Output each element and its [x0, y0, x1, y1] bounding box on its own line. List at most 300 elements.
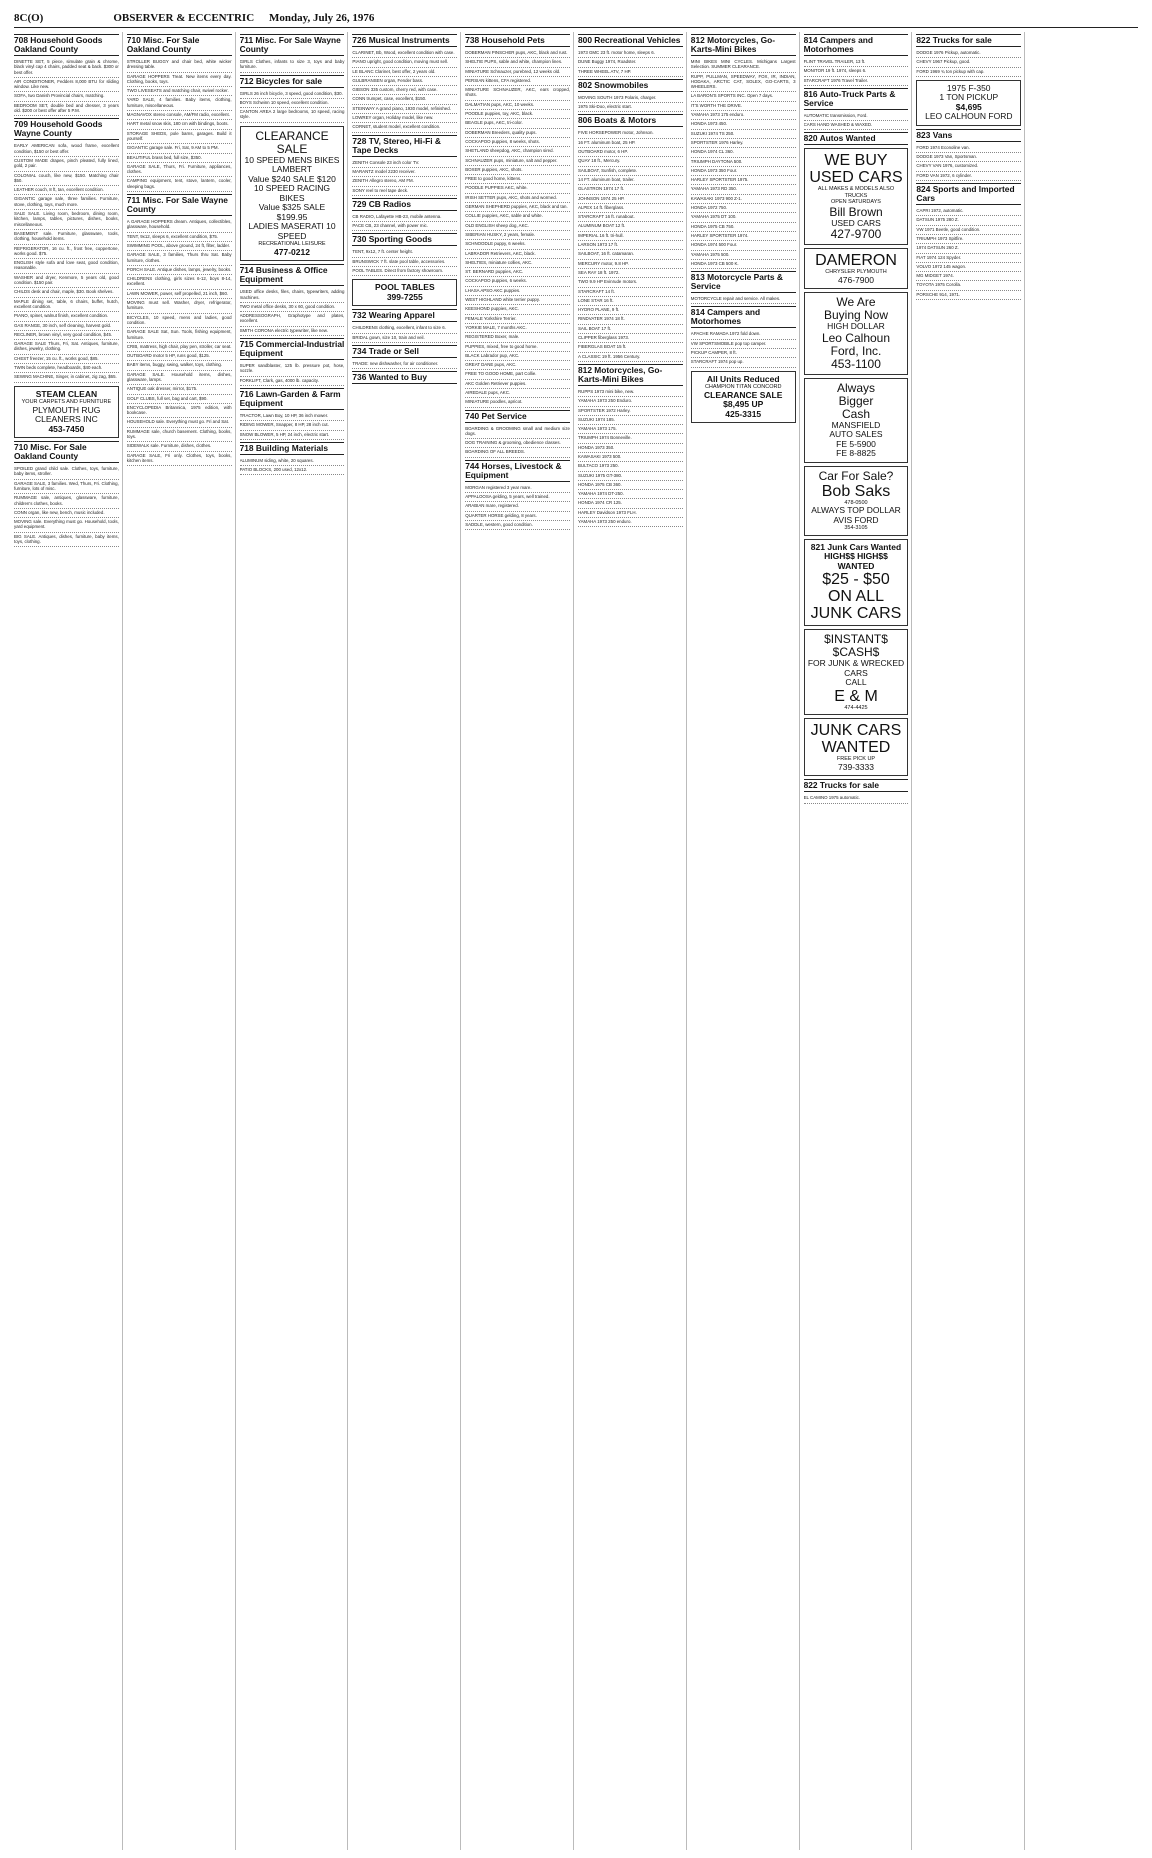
- classified-ad: 14 FT. aluminum boat, trailer.: [578, 176, 683, 185]
- classified-ad: RECLINER, brown vinyl, very good condition, $45.: [14, 331, 119, 340]
- classified-ad: DOBERMAN PINSCHER pups, AKC, black and rust.: [465, 49, 570, 58]
- section-heading: 800 Recreational Vehicles: [578, 34, 683, 47]
- classified-ad: CANTON AREA 2 large bedrooms, 10 speed, racing style.: [240, 108, 345, 123]
- display-ad-line: 453-7450: [48, 423, 85, 434]
- section-heading: 711 Misc. For Sale Wayne County: [240, 34, 345, 56]
- classified-ad: YAMAHA 1973 250 Enduro.: [578, 397, 683, 406]
- classified-section: [691, 271, 796, 304]
- classified-ad: IT'S WORTH THE DRIVE.: [691, 102, 796, 111]
- display-ad-line: AVIS FORD: [833, 514, 879, 525]
- classified-section: [14, 118, 119, 382]
- classified-ad: GARAGE SALE. Household items, dishes, glassware, lamps.: [127, 371, 232, 386]
- classified-ad: FORD 1969 ¾ ton pickup with cap.: [916, 68, 1021, 77]
- display-ad-line: FREE PICK UP: [836, 756, 876, 763]
- classified-ad: GERMAN SHEPHERD puppies, AKC, black and tan.: [465, 203, 570, 212]
- display-ad-line: WANTED: [837, 560, 875, 571]
- classified-ad: 16 FT. aluminum boat, 25 HP.: [578, 139, 683, 148]
- classified-ad: DOBERMAN Breeders, quality pups.: [465, 129, 570, 138]
- publication-name: OBSERVER & ECCENTRIC: [113, 11, 255, 24]
- section-heading: 814 Campers and Motorhomes: [691, 306, 796, 328]
- classified-ad: BOARDING OF ALL BREEDS.: [465, 448, 570, 457]
- classified-ad: QUAY 18 ft., Mercury.: [578, 157, 683, 166]
- display-ad: [240, 126, 345, 262]
- section-heading: 709 Household Goods Wayne County: [14, 118, 119, 140]
- classified-ad: GARAGE SALE, 3 families, Thurs thru Sat. Baby furniture, clothes.: [127, 251, 232, 266]
- classified-ad: YAMAHA 1975 DT 100.: [691, 213, 796, 222]
- classified-section: [578, 79, 683, 113]
- ad-list: [127, 58, 232, 192]
- display-ad-line: 739-3333: [838, 761, 874, 772]
- section-heading: 736 Wanted to Buy: [352, 371, 457, 384]
- section-heading: 715 Commercial-Industrial Equipment: [239, 339, 345, 359]
- classified-section: [352, 34, 457, 133]
- classified-ad: AIR CONDITIONER, Fedders 8,000 BTU for sliding window. Like new.: [14, 78, 119, 93]
- classified-ad: AKC Golden Retriever puppies.: [465, 380, 570, 389]
- page-column: [1029, 32, 1138, 1850]
- classified-ad: TRIUMPH DAYTONA 500.: [691, 158, 796, 167]
- classified-ad: BULTACO 1973 250.: [578, 462, 683, 471]
- section-heading: 824 Sports and Imported Cars: [916, 183, 1021, 205]
- display-ad-line: $8,495 UP: [723, 399, 764, 410]
- classified-ad: GLASTRON 1974 17 ft.: [578, 185, 683, 194]
- classified-ad: HONDA 1974 CR 125.: [578, 499, 683, 508]
- classified-ad: ENCYCLOPEDIA Britannica, 1975 edition, with bookcase.: [127, 404, 232, 419]
- classified-ad: STORAGE SHEDS, pole barns, garages. Build it yourself.: [127, 130, 232, 145]
- section-heading: 740 Pet Service: [465, 410, 570, 423]
- classified-ad: GIGANTIC garage sale. Fri, Sat, 9 AM to 5 PM.: [127, 144, 232, 153]
- display-ad-line: 427-9700: [830, 227, 882, 242]
- ad-list: [240, 457, 345, 476]
- classified-ad: PATIO BLOCKS, 200 used, 12x12.: [240, 466, 345, 475]
- classified-ad: GREAT DANE pups, AKC.: [465, 361, 570, 370]
- classified-ad: GAS RANGE, 30 inch, self cleaning, harvest gold.: [14, 322, 119, 331]
- display-ad-line: 354-3105: [844, 525, 868, 532]
- classified-columns: [14, 32, 1138, 1850]
- classified-ad: DUNE Buggy 1974, Roadster.: [578, 58, 683, 67]
- section-heading: 738 Household Pets: [465, 34, 570, 47]
- classified-ad: CARS HAND WASHED & WAXED.: [804, 121, 909, 130]
- classified-ad: DOG TRAINING & grooming, obedience classes.: [465, 439, 570, 448]
- page-id: 8C(O): [14, 11, 44, 24]
- ad-list: [240, 58, 345, 73]
- masthead: [14, 8, 1138, 28]
- classified-ad: CORNET, student model, excellent condition.: [352, 123, 457, 132]
- ad-list: [352, 324, 457, 343]
- classified-section: [465, 460, 570, 530]
- display-ad-line: 1 TON PICKUP: [939, 92, 999, 103]
- display-ad-line: 425-3315: [725, 408, 762, 419]
- section-heading: 823 Vans: [916, 129, 1021, 142]
- page-column: [578, 32, 687, 1850]
- display-ad-line: Leo Calhoun: [821, 330, 891, 345]
- classified-ad: ST. BERNARD puppies, AKC.: [465, 268, 570, 277]
- classified-ad: BIG SALE. Antiques, dishes, furniture, baby items, toys, clothing.: [14, 533, 119, 548]
- display-ad-line: FE 8-8825: [836, 448, 876, 459]
- display-ad-line: AUTO SALES: [829, 429, 883, 440]
- display-ad-line: 10 SPEED RACING BIKES: [253, 183, 331, 203]
- classified-ad: HONDA 1973 450.: [691, 120, 796, 129]
- classified-section: [916, 34, 1021, 77]
- ad-list: [465, 425, 570, 458]
- classified-ad: OUTBOARD motor, 6 HP.: [578, 148, 683, 157]
- classified-ad: SAIL BOAT 17 ft.: [578, 325, 683, 334]
- section-heading: 812 Motorcycles, Go-Karts-Mini Bikes: [578, 364, 683, 386]
- classified-ad: TRADE: new dishwasher, for air conditioner.: [352, 360, 457, 369]
- section-heading: 710 Misc. For Sale Oakland County: [127, 34, 232, 56]
- display-ad-line: CALL: [845, 677, 867, 688]
- display-ad-line: LAMBERT: [271, 164, 312, 175]
- classified-ad: YAMAHA 1974 DT-250.: [578, 490, 683, 499]
- classified-ad: GARAGE HOPPERS Treat. New items every day. Clothing, books, toys.: [127, 73, 232, 88]
- classified-ad: HARLEY SPORTSTER 1975.: [691, 176, 796, 185]
- classified-ad: HONDA 1975 CB 360.: [578, 481, 683, 490]
- classified-ad: PORSCHE 914, 1971.: [916, 291, 1021, 300]
- classified-ad: PUPPIES, mixed, free to good home.: [465, 343, 570, 352]
- classified-section: [240, 264, 345, 336]
- display-ad-line: FOR JUNK & WRECKED CARS: [807, 658, 905, 678]
- classified-ad: STEINWAY A grand piano, 1930 model, refinished.: [352, 105, 457, 114]
- section-heading: 813 Motorcycle Parts & Service: [691, 271, 796, 293]
- classified-ad: RUPPS 1973 mini bike, new.: [578, 388, 683, 397]
- classified-ad: YAMAHA 1973 250 enduro.: [578, 518, 683, 527]
- classified-ad: CHEVY VAN 1976, customized.: [916, 162, 1021, 171]
- classified-ad: SUPER sandblaster, 125 lb. pressure pot, hose, nozzle.: [240, 362, 345, 377]
- classified-ad: STROLLER BUGGY and chair bed, white wicker dressing table.: [127, 58, 232, 73]
- classified-ad: YARD SALE, 4 families. Baby items, clothing, furniture, miscellaneous.: [127, 96, 232, 111]
- display-ad-line: 478-0500: [844, 499, 868, 506]
- display-ad-line: CLEARANCE: [255, 128, 329, 143]
- classified-section: [127, 194, 232, 466]
- classified-ad: SMITH CORONA electric typewriter, like new.: [240, 327, 345, 336]
- classified-ad: FREE TO GOOD HOME, part Collie.: [465, 370, 570, 379]
- classified-ad: AUTOMATIC transmission, Ford.: [804, 112, 909, 121]
- display-ad-line: JUNK CARS: [810, 722, 902, 740]
- display-ad-line: 477-0212: [274, 246, 310, 257]
- display-ad-line: Ford, Inc.: [830, 343, 882, 358]
- classified-ad: IRISH SETTER pups, AKC, shots and wormed.: [465, 194, 570, 203]
- classified-ad: GARAGE SALE Sat, Sun. Tools, fishing equipment, furniture.: [127, 328, 232, 343]
- classified-ad: SAILBOAT, Sunfish, complete.: [578, 167, 683, 176]
- section-heading: 822 Trucks for sale: [804, 779, 909, 792]
- display-ad-line: USED CARS: [809, 169, 903, 187]
- classified-ad: CAPRI 1972, automatic.: [916, 207, 1021, 216]
- classified-ad: BEAUTIFUL brass bed, full size, $350.: [127, 154, 232, 163]
- section-heading: 711 Misc. For Sale Wayne County: [127, 194, 232, 216]
- classified-ad: SUZUKI 1975 GT-380.: [578, 472, 683, 481]
- display-ad-line: FE 5-5900: [836, 438, 876, 449]
- section-heading: 814 Campers and Motorhomes: [804, 34, 909, 56]
- display-ad-line: $CASH$: [832, 645, 880, 660]
- ad-list: [14, 142, 119, 382]
- ad-list: [14, 465, 119, 547]
- classified-ad: COCKAPOO puppies, 6 weeks.: [465, 277, 570, 286]
- classified-section: [804, 779, 909, 803]
- classified-ad: CHILDRENS clothing, excellent, infant to size 6.: [352, 324, 457, 333]
- display-ad: [804, 248, 909, 289]
- classified-ad: FEMALE Yorkshire Terrier.: [465, 315, 570, 324]
- classified-ad: AIREDALE pups, AKC.: [465, 389, 570, 398]
- classified-ad: TRIUMPH 1974 Bonneville.: [578, 434, 683, 443]
- classified-ad: GIBSON 335 custom, cherry red, with case.: [352, 86, 457, 95]
- classified-ad: REGISTERED Boxer, male.: [465, 333, 570, 342]
- classified-ad: SPORTSTER 1976 Harley.: [691, 139, 796, 148]
- display-ad: [804, 539, 909, 627]
- classified-ad: SONY reel to reel tape deck.: [352, 187, 457, 196]
- classified-ad: CHEVY 1967 Pickup, good.: [916, 58, 1021, 67]
- section-heading: 730 Sporting Goods: [352, 233, 457, 246]
- classified-ad: OLD ENGLISH sheep dog, AKC.: [465, 222, 570, 231]
- ad-list: [691, 58, 796, 269]
- classified-ad: GIRLS Clothes, infants to size 3, toys and baby furniture.: [240, 58, 345, 73]
- classified-section: [804, 34, 909, 86]
- classified-ad: MAGNAVOX stereo console, AM/FM radio, excellent.: [127, 111, 232, 120]
- classified-ad: LONE STAR 16 ft.: [578, 297, 683, 306]
- page-column: [916, 32, 1025, 1850]
- ad-list: [916, 207, 1021, 300]
- display-ad-line: HIGH$$ HIGH$$: [824, 551, 888, 562]
- classified-ad: ALUMINUM siding, white, 20 squares.: [240, 457, 345, 466]
- classified-ad: FIAT 1974 124 Spyder.: [916, 254, 1021, 263]
- display-ad-line: 1975 F-350: [947, 82, 991, 93]
- classified-ad: HARLEY Davidson 1973 FLH.: [578, 509, 683, 518]
- ad-list: [465, 49, 570, 408]
- display-ad-line: HIGH DOLLAR: [827, 321, 885, 332]
- display-ad: [804, 466, 909, 536]
- section-heading: 710 Misc. For Sale Oakland County: [14, 441, 119, 463]
- classified-ad: CHILDS desk and chair, maple, $30. Book shelves.: [14, 288, 119, 297]
- classified-ad: SPORTSTER 1972 Harley.: [578, 407, 683, 416]
- display-ad-line: CHAMPION TITAN CONCORD: [704, 384, 782, 391]
- classified-ad: DODGE 1973 Van, Sportsman.: [916, 153, 1021, 162]
- classified-ad: TWO 9.9 HP Evinrude motors.: [578, 278, 683, 287]
- classified-ad: SWIMMING POOL, above ground, 24 ft, filter, ladder.: [127, 242, 232, 251]
- classified-ad: CLIPPER fiberglass 1973.: [578, 334, 683, 343]
- classified-section: [240, 75, 345, 123]
- classified-ad: PORCH SALE. Antique dishes, lamps, jewelry, books.: [127, 266, 232, 275]
- classified-ad: TWO metal office desks, 30 x 60, good condition.: [240, 303, 345, 312]
- classified-ad: QUARTER HORSE gelding, 8 years.: [465, 512, 570, 521]
- classified-ad: PIANO, spinet, walnut finish, excellent condition.: [14, 312, 119, 321]
- ad-list: [916, 144, 1021, 181]
- classified-ad: YORKIE MALE, 7 months AKC.: [465, 324, 570, 333]
- classified-ad: SCHNAUZER pups, miniature, salt and pepper.: [465, 157, 570, 166]
- ad-list: [240, 362, 345, 386]
- ad-list: [804, 58, 909, 86]
- classified-ad: POODLE puppies, toy, AKC, black.: [465, 110, 570, 119]
- section-heading: 718 Building Materials: [240, 442, 345, 455]
- classified-ad: LA BARON'S SPORTS INC. Open 7 days.: [691, 92, 796, 101]
- classified-ad: TWO LIVESEATS and matching chair, swivel rocker.: [127, 87, 232, 96]
- classified-ad: MOVING must sell. Washer, dryer, refrigerator, furniture.: [127, 299, 232, 314]
- classified-ad: MONITOR 19 ft. 1974, sleeps 6.: [804, 67, 909, 76]
- classified-ad: LARSON 1973 17 ft.: [578, 241, 683, 250]
- classified-ad: TENT, 9x12, sleeps 6, excellent condition, $75.: [127, 233, 232, 242]
- issue-date: Monday, July 26, 1976: [269, 11, 375, 24]
- classified-ad: RINDVATER 1974 18 ft.: [578, 315, 683, 324]
- ad-list: [804, 794, 909, 803]
- ad-list: [127, 218, 232, 466]
- classified-ad: SHETLAND sheepdog, AKC, champion sired.: [465, 147, 570, 156]
- classified-section: [916, 183, 1021, 300]
- classified-ad: LOWREY organ, Holiday model, like new.: [352, 114, 457, 123]
- display-ad-line: LADIES MASERATI 10 SPEED: [248, 221, 336, 241]
- classified-section: [240, 34, 345, 73]
- classified-ad: ENGLISH style sofa and love seat, good condition, reasonable.: [14, 259, 119, 274]
- display-ad-line: PLYMOUTH RUG CLEANERS INC: [32, 404, 101, 425]
- classified-section: [578, 114, 683, 361]
- classified-ad: BOARDING & GROOMING small and medium size dogs.: [465, 425, 570, 440]
- display-ad-line: LEO CALHOUN FORD: [925, 111, 1013, 122]
- classified-ad: CAMPING equipment, tent, stove, lantern, cooler, sleeping bags.: [127, 177, 232, 192]
- display-ad-line: $INSTANT$: [824, 632, 888, 647]
- display-ad-line: 821 Junk Cars Wanted: [810, 541, 902, 552]
- display-ad-line: Bob Saks: [821, 482, 891, 500]
- page-column: [127, 32, 236, 1850]
- section-heading: 744 Horses, Livestock & Equipment: [465, 460, 570, 482]
- classified-ad: RUPP, PULLMAN, SPEEDWAY, FOX, IR, INDIAN, HODAKA, ARCTIC CAT, SOLEX, GO-CARTS, 3 WHEELERS.: [691, 73, 796, 93]
- classified-ad: MARANTZ model 2230 receiver.: [352, 168, 457, 177]
- display-ad-line: Buying Now: [823, 308, 888, 323]
- ad-list: [465, 484, 570, 530]
- classified-ad: ANTIQUE oak dresser, mirror, $175.: [127, 385, 232, 394]
- classified-ad: GIGANTIC garage sale, three families. Furniture, stove, clothing, toys, much more.: [14, 195, 119, 210]
- page-column: [352, 32, 461, 1850]
- classified-ad: SALE SALE. Living room, bedroom, dining room, kitchen, lamps, tables, pictures, dishes, books, miscellaneous.: [14, 210, 119, 230]
- classified-ad: HONDA 1973 CB 500 K.: [691, 260, 796, 269]
- classified-ad: HONDA 1974 CL 360.: [691, 148, 796, 157]
- classified-ad: 1975 Ski-Doo, electric start.: [578, 103, 683, 112]
- classified-ad: HONDA 1973 350.: [578, 444, 683, 453]
- section-heading: 729 CB Radios: [352, 198, 457, 211]
- display-ad-line: Value $240 SALE $120: [248, 173, 336, 184]
- display-ad-line: $4,695: [955, 101, 982, 112]
- ad-list: [691, 295, 796, 304]
- ad-list: [352, 213, 457, 232]
- classified-ad: GOLF CLUBS, full set, bag and cart, $90.: [127, 395, 232, 404]
- classified-ad: LEATHER couch, 8 ft, tan, excellent condition.: [14, 186, 119, 195]
- classified-section: [578, 34, 683, 77]
- classified-ad: REFRIGERATOR, 16 cu. ft., frost free, coppertone, works good. $75.: [14, 245, 119, 260]
- classified-ad: TRACTOR, Lawn Boy, 10 HP, 36 inch mower.: [240, 412, 345, 421]
- classified-section: [691, 306, 796, 367]
- display-ad-line: All Units Reduced: [706, 373, 780, 384]
- classified-ad: YAMAHA 1973 175.: [578, 425, 683, 434]
- ad-list: [240, 288, 345, 336]
- ad-list: [578, 388, 683, 527]
- classified-ad: PIANO upright, good condition, moving must sell.: [352, 58, 457, 67]
- classified-ad: HONDA 1973 350 Four.: [691, 167, 796, 176]
- classified-ad: SHELTIE PUPS, sable and white, champion lines.: [465, 58, 570, 67]
- display-ad-line: JUNK CARS: [810, 605, 902, 623]
- display-ad-line: POOL TABLES: [374, 282, 435, 293]
- classified-ad: BOYS Schwinn 10 speed, excellent condition.: [240, 99, 345, 108]
- classified-ad: CUSTOM MADE drapes, pinch pleated, fully lined, gold, 2 pair.: [14, 157, 119, 172]
- ad-list: [352, 248, 457, 276]
- display-ad-line: 476-7900: [838, 274, 874, 285]
- classified-ad: BLACK Labrador pup, AKC.: [465, 352, 570, 361]
- section-heading: 712 Bicycles for sale: [240, 75, 345, 88]
- classified-ad: BRUNSWICK 7 ft. slate pool table, accessories.: [352, 258, 457, 267]
- classified-ad: TWIN beds complete, headboards, $40 each.: [14, 364, 119, 373]
- classified-ad: ZENITH Console 23 inch color TV.: [352, 159, 457, 168]
- display-ad: [804, 629, 909, 715]
- display-ad-line: 399-7255: [386, 291, 423, 302]
- classified-ad: CONN organ, like new, bench, music included.: [14, 509, 119, 518]
- display-ad: [352, 279, 457, 306]
- classified-ad: CHEST freezer, 15 cu. ft., works good, $85.: [14, 355, 119, 364]
- display-ad-line: WE BUY: [824, 152, 888, 170]
- classified-section: [804, 88, 909, 131]
- display-ad: [691, 371, 796, 424]
- section-heading: 708 Household Goods Oakland County: [14, 34, 119, 56]
- classified-ad: SOFA, two Danish Provincial chairs, matching.: [14, 92, 119, 101]
- classified-ad: HARLEY SPORTSTER 1974.: [691, 232, 796, 241]
- classified-section: [916, 129, 1021, 181]
- classified-ad: MOTORCYCLE repair and service. All makes.: [691, 295, 796, 304]
- classified-ad: GARAGE SALE Thurs, Fri, Sat. Antiques, furniture, dishes, jewelry, clothing.: [14, 340, 119, 355]
- section-heading: 816 Auto-Truck Parts & Service: [804, 88, 909, 110]
- classified-ad: STARCRAFT 1976 Travel Trailer.: [804, 77, 909, 86]
- classified-ad: LAWN MOWER, power, self propelled, 21 inch, $60.: [127, 290, 232, 299]
- classified-section: [127, 34, 232, 192]
- classified-ad: BRIDAL gown, size 10, train and veil.: [352, 334, 457, 343]
- classified-ad: KEESHOND puppies, AKC.: [465, 305, 570, 314]
- display-ad-line: $25 - $50: [822, 571, 890, 589]
- masthead-left: [14, 12, 254, 24]
- display-ad-line: Always: [836, 380, 875, 395]
- classified-ad: DATSUN 1975 280 Z.: [916, 216, 1021, 225]
- ad-list: [352, 159, 457, 196]
- classified-ad: OUTBOARD motor 5 HP, runs good, $125.: [127, 352, 232, 361]
- classified-ad: TRIUMPH 1973 Spitfire.: [916, 235, 1021, 244]
- classified-ad: MERCURY motor, 9.8 HP.: [578, 260, 683, 269]
- classified-ad: BEDROOM SET, double bed and dresser, 3 years old. $200 or best offer after 5 P.M.: [14, 102, 119, 117]
- classified-ad: HYDRO PLANE, 9 ft.: [578, 306, 683, 315]
- classified-ad: MOVING sale. Everything must go. Household, tools, yard equipment.: [14, 518, 119, 533]
- classified-section: [14, 441, 119, 547]
- classified-ad: VW SPORTSMOBILE pop top camper.: [691, 340, 796, 349]
- display-ad-line: 10 SPEED MENS BIKES: [244, 154, 340, 165]
- ad-list: [578, 94, 683, 113]
- classified-ad: USED office desks, files, chairs, typewriters, adding machines.: [240, 288, 345, 303]
- classified-ad: YAMAHA 1973 175 enduro.: [691, 111, 796, 120]
- ad-list: [352, 360, 457, 369]
- ad-list: [240, 412, 345, 440]
- classified-ad: BICYCLES, 10 speed, mens and ladies, good condition.: [127, 314, 232, 329]
- classified-ad: SCHNOODLE puppy, 6 weeks.: [465, 240, 570, 249]
- display-ad-line: USED CARS: [831, 217, 881, 228]
- classified-ad: COLONIAL couch, like new, $150. Matching chair $50.: [14, 172, 119, 187]
- section-heading: 802 Snowmobiles: [578, 79, 683, 92]
- classified-section: [352, 371, 457, 384]
- classified-ad: STARCRAFT 14 ft.: [578, 288, 683, 297]
- classified-ad: HOUSEHOLD sale. Everything must go. Fri and Sat.: [127, 418, 232, 427]
- classified-ad: HONDA 1974 500 Four.: [691, 241, 796, 250]
- classified-ad: CLARINET, Bb, Wood, excellent condition with case.: [352, 49, 457, 58]
- classified-ad: MINI BIKES MINI CYCLES. Michigans Largest Selection. SUMMER CLEARANCE.: [691, 58, 796, 73]
- classified-ad: FLINT TRAVEL TRAILER, 13 ft.: [804, 58, 909, 67]
- display-ad-line: Value $325 SALE $199.95: [258, 202, 326, 222]
- classified-ad: SEWING MACHINE, Singer, in cabinet, zig zag, $65.: [14, 373, 119, 382]
- display-ad-line: YOUR CARPETS AND FURNITURE: [21, 399, 112, 406]
- display-ad-line: CLEARANCE SALE: [703, 389, 783, 400]
- classified-section: [352, 345, 457, 369]
- ad-list: [916, 49, 1021, 77]
- classified-ad: LE BLANC Clarinet, best offer, 2 years old.: [352, 68, 457, 77]
- classified-ad: ARABIAN mare, registered.: [465, 502, 570, 511]
- display-ad: [804, 148, 909, 245]
- classified-ad: SAILBOAT, 16 ft. catamaran.: [578, 250, 683, 259]
